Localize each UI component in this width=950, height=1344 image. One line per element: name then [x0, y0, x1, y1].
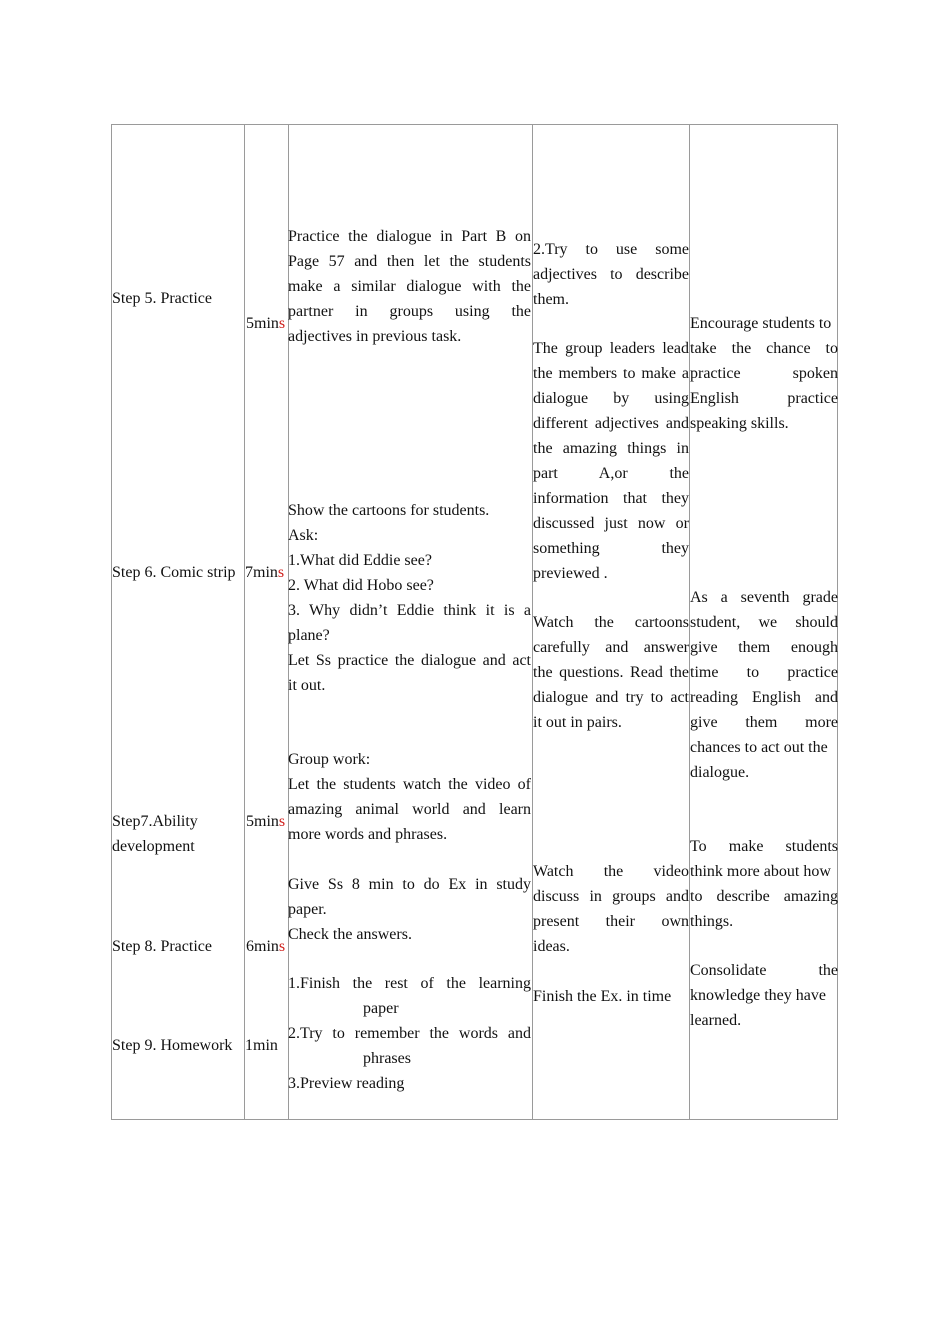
- student-activity-step-7: Watch the video discuss in groups and present their own ideas.: [533, 863, 689, 955]
- student-activity-step-5-b: The group leaders lead the members to make a dialogue by using different adjectives and the amazing things in part A,or the information that they discussed just now or something they previewed .: [533, 340, 689, 582]
- step-8-time: 6mins: [246, 938, 286, 955]
- step-5-label: Step 5. Practice: [112, 290, 212, 307]
- teacher-activity-step-5: Practice the dialogue in Part B on Page 57 and then let the students make a similar dialogue with the partner in groups using the adjectives in previous task.: [288, 228, 531, 345]
- student-activity-step-5-a: 2.Try to use some adjectives to describe them.: [533, 241, 689, 308]
- step-7-time: 5mins: [246, 813, 286, 830]
- step-7-label: Step7.Ability: [112, 813, 198, 830]
- purpose-step-8: Consolidate the knowledge they have learned.: [690, 962, 838, 1029]
- step-6-label: Step 6. Comic strip: [112, 564, 236, 581]
- purpose-step-7: To make students think more about how to describe amazing things.: [690, 838, 838, 930]
- purpose-step-6: As a seventh grade student, we should give them enough time to practice reading English and give them more chances to act out the dialogue.: [690, 589, 838, 781]
- step-9-time: 1min: [245, 1037, 278, 1054]
- step-8-label: Step 8. Practice: [112, 938, 212, 955]
- teacher-activity-step-6: Show the cartoons for students. Ask: 1.What did Eddie see? 2. What did Hobo see? 3. Why didn’t Eddie think it is a plane? Let Ss practice the dialogue and act it out.: [288, 502, 531, 694]
- step-6-time: 7mins: [245, 564, 285, 581]
- step-5-time: 5mins: [246, 315, 286, 332]
- student-activity-step-8: Finish the Ex. in time: [533, 988, 672, 1005]
- teacher-activity-step-7: Group work: Let the students watch the video of amazing animal world and learn more words and phrases.: [288, 751, 531, 843]
- step-7-label-cont: development: [112, 838, 195, 855]
- teacher-activity-step-8: Give Ss 8 min to do Ex in study paper. Check the answers.: [288, 876, 531, 943]
- teacher-activity-step-9: 1.Finish the rest of the learning paper 2.Try to remember the words and phrases 3.Preview reading: [288, 975, 531, 1092]
- column-divider: [244, 125, 245, 1119]
- purpose-step-5: Encourage students to take the chance to practice spoken English practice speaking skills.: [690, 315, 838, 432]
- student-activity-step-6: Watch the cartoons carefully and answer the questions. Read the dialogue and try to act it out in pairs.: [533, 614, 689, 731]
- step-9-label: Step 9. Homework: [112, 1037, 233, 1054]
